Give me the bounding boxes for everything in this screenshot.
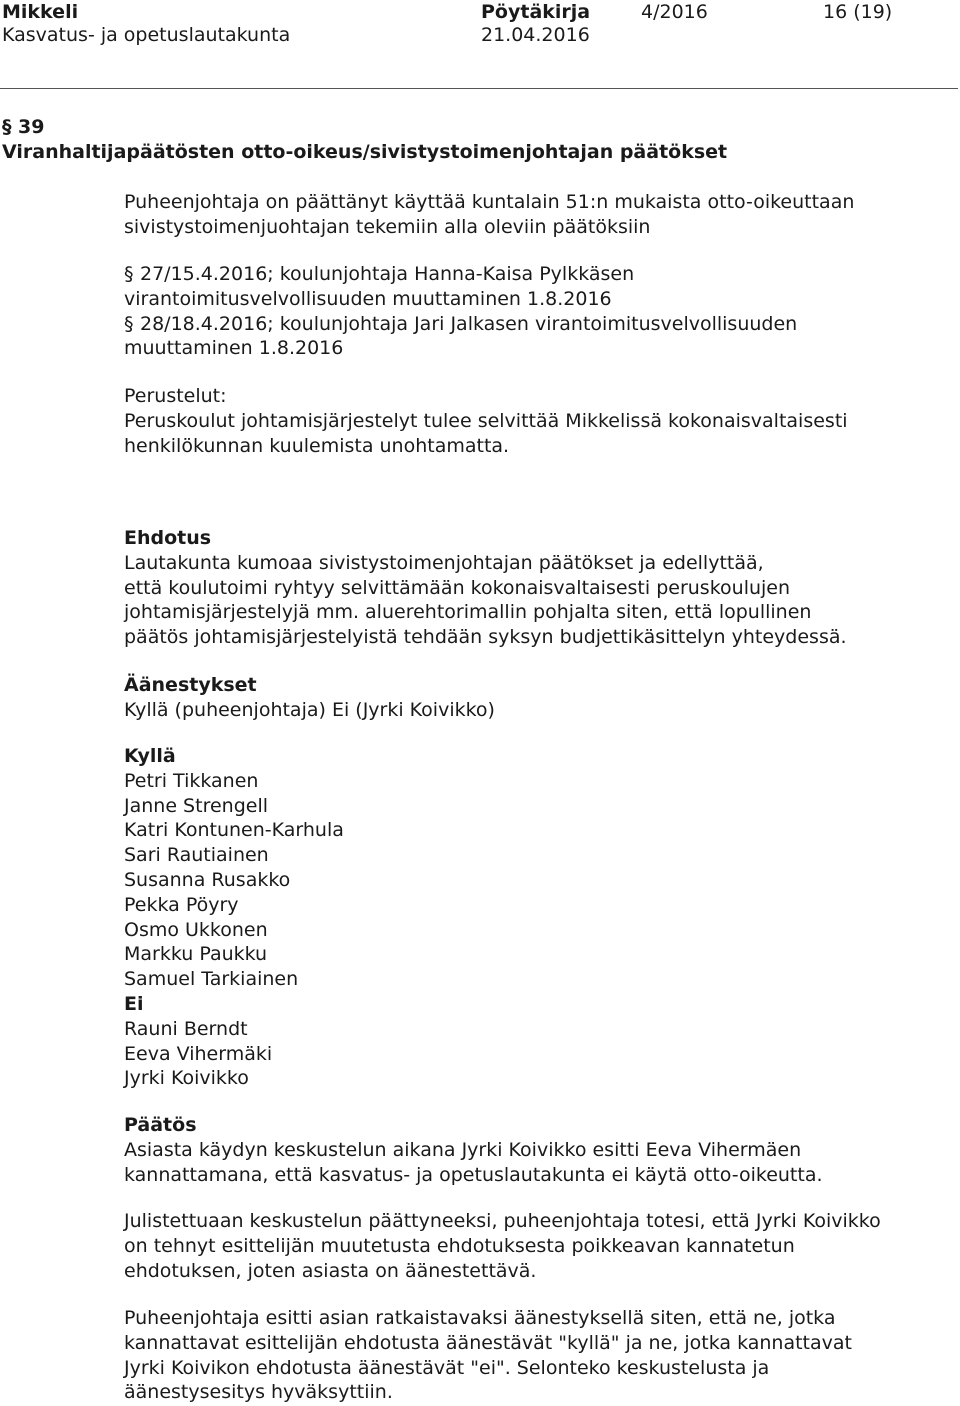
reference-line: 28/18.4.2016; koulunjohtaja Jari Jalkasen virantoimitusvelvollisuuden [140, 313, 798, 335]
no-voter: Eeva Vihermäki [124, 1042, 273, 1065]
intro-paragraph [124, 190, 924, 240]
perustelut-line: henkilökunnan kuulemista unohtamatta. [124, 434, 510, 457]
section-sign: § [2, 116, 12, 138]
paatos-line: kannattavat esittelijän ehdotusta äänestävät "kyllä" ja ne, jotka kannattavat [124, 1331, 852, 1354]
yes-voter: Pekka Pöyry [124, 893, 239, 916]
intro-line: sivistystoimenjuohtajan tekemiin alla oleviin päätöksiin [124, 215, 651, 238]
no-heading: Ei [124, 992, 144, 1015]
yes-voter: Janne Strengell [124, 794, 269, 817]
yes-heading: Kyllä [124, 745, 176, 767]
aanestykset-heading: Äänestykset [124, 674, 257, 696]
yes-voter: Markku Paukku [124, 943, 268, 966]
reference-line: muuttaminen 1.8.2016 [124, 337, 344, 359]
ehdotus-line: johtamisjärjestelyjä mm. aluerehtorimallin pohjalta siten, että lopullinen [124, 601, 812, 624]
aanestykset-section [124, 673, 924, 723]
ehdotus-section [124, 526, 924, 650]
paatos-line: Asiasta käydyn keskustelun aikana Jyrki Koivikko esitti Eeva Vihermäen [124, 1138, 802, 1161]
reference-line: virantoimitusvelvollisuuden muuttaminen 1.8.2016 [124, 288, 612, 310]
section-sign-ref: § [124, 263, 134, 285]
perustelut-section [124, 384, 924, 458]
no-voter: Jyrki Koivikko [124, 1067, 249, 1090]
ehdotus-heading: Ehdotus [124, 527, 212, 549]
section-title: Viranhaltijapäätösten otto-oikeus/sivistystoimenjohtajan päätökset [2, 141, 728, 163]
paatos-heading: Päätös [124, 1114, 197, 1136]
paatos-section [124, 1113, 924, 1187]
paatos-paragraph-3 [124, 1306, 924, 1405]
section-sign-ref: § [124, 313, 134, 335]
perustelut-line: Peruskoulut johtamisjärjestelyt tulee selvittää Mikkelissä kokonaisvaltaisesti [124, 409, 848, 432]
paatos-line: Puheenjohtaja esitti asian ratkaistavaksi äänestyksellä siten, että ne, jotka [124, 1307, 836, 1329]
paatos-line: äänestysesitys hyväksyttiin. [124, 1381, 393, 1404]
votes-list [124, 744, 924, 1091]
perustelut-heading: Perustelut: [124, 385, 227, 407]
meeting-date: 21.04.2016 [481, 24, 590, 46]
yes-voter: Sari Rautiainen [124, 844, 269, 867]
paatos-paragraph-2 [124, 1209, 924, 1283]
page-number: 16 (19) [823, 1, 893, 23]
paatos-line: kannattamana, että kasvatus- ja opetuslautakunta ei käytä otto-oikeutta. [124, 1163, 823, 1186]
page-header [0, 0, 960, 90]
meeting-number: 4/2016 [641, 1, 708, 23]
org-name: Mikkeli [2, 1, 79, 23]
section-number: 39 [18, 116, 45, 138]
yes-voter: Katri Kontunen-Karhula [124, 819, 344, 842]
header-divider [0, 88, 958, 89]
reference-line: 27/15.4.2016; koulunjohtaja Hanna-Kaisa Pylkkäsen [140, 263, 635, 285]
paatos-line: on tehnyt esittelijän muutetusta ehdotuksesta poikkeavan kannatetun [124, 1234, 795, 1257]
yes-voter: Susanna Rusakko [124, 868, 291, 891]
board-name: Kasvatus- ja opetuslautakunta [2, 24, 291, 46]
ehdotus-line: päätös johtamisjärjestelyistä tehdään syksyn budjettikäsittelyn yhteydessä. [124, 626, 847, 649]
doc-type: Pöytäkirja [481, 1, 591, 23]
yes-voter: Petri Tikkanen [124, 769, 259, 792]
ehdotus-line: Lautakunta kumoaa sivistystoimenjohtajan päätökset ja edellyttää, [124, 551, 764, 574]
paatos-line: Julistettuaan keskustelun päättyneeksi, puheenjohtaja totesi, että Jyrki Koivikko [124, 1210, 881, 1232]
aanestykset-summary: Kyllä (puheenjohtaja) Ei (Jyrki Koivikko) [124, 698, 495, 721]
ehdotus-line: että koulutoimi ryhtyy selvittämään kokonaisvaltaisesti peruskoulujen [124, 576, 791, 599]
paatos-line: ehdotuksen, joten asiasta on äänestettävä. [124, 1259, 537, 1282]
no-voter: Rauni Berndt [124, 1017, 248, 1040]
intro-line: Puheenjohtaja on päättänyt käyttää kuntalain 51:n mukaista otto-oikeuttaan [124, 191, 855, 213]
yes-voter: Osmo Ukkonen [124, 918, 268, 941]
paatos-line: Jyrki Koivikon ehdotusta äänestävät "ei". Selonteko keskustelusta ja [124, 1356, 770, 1379]
yes-voter: Samuel Tarkiainen [124, 968, 299, 991]
